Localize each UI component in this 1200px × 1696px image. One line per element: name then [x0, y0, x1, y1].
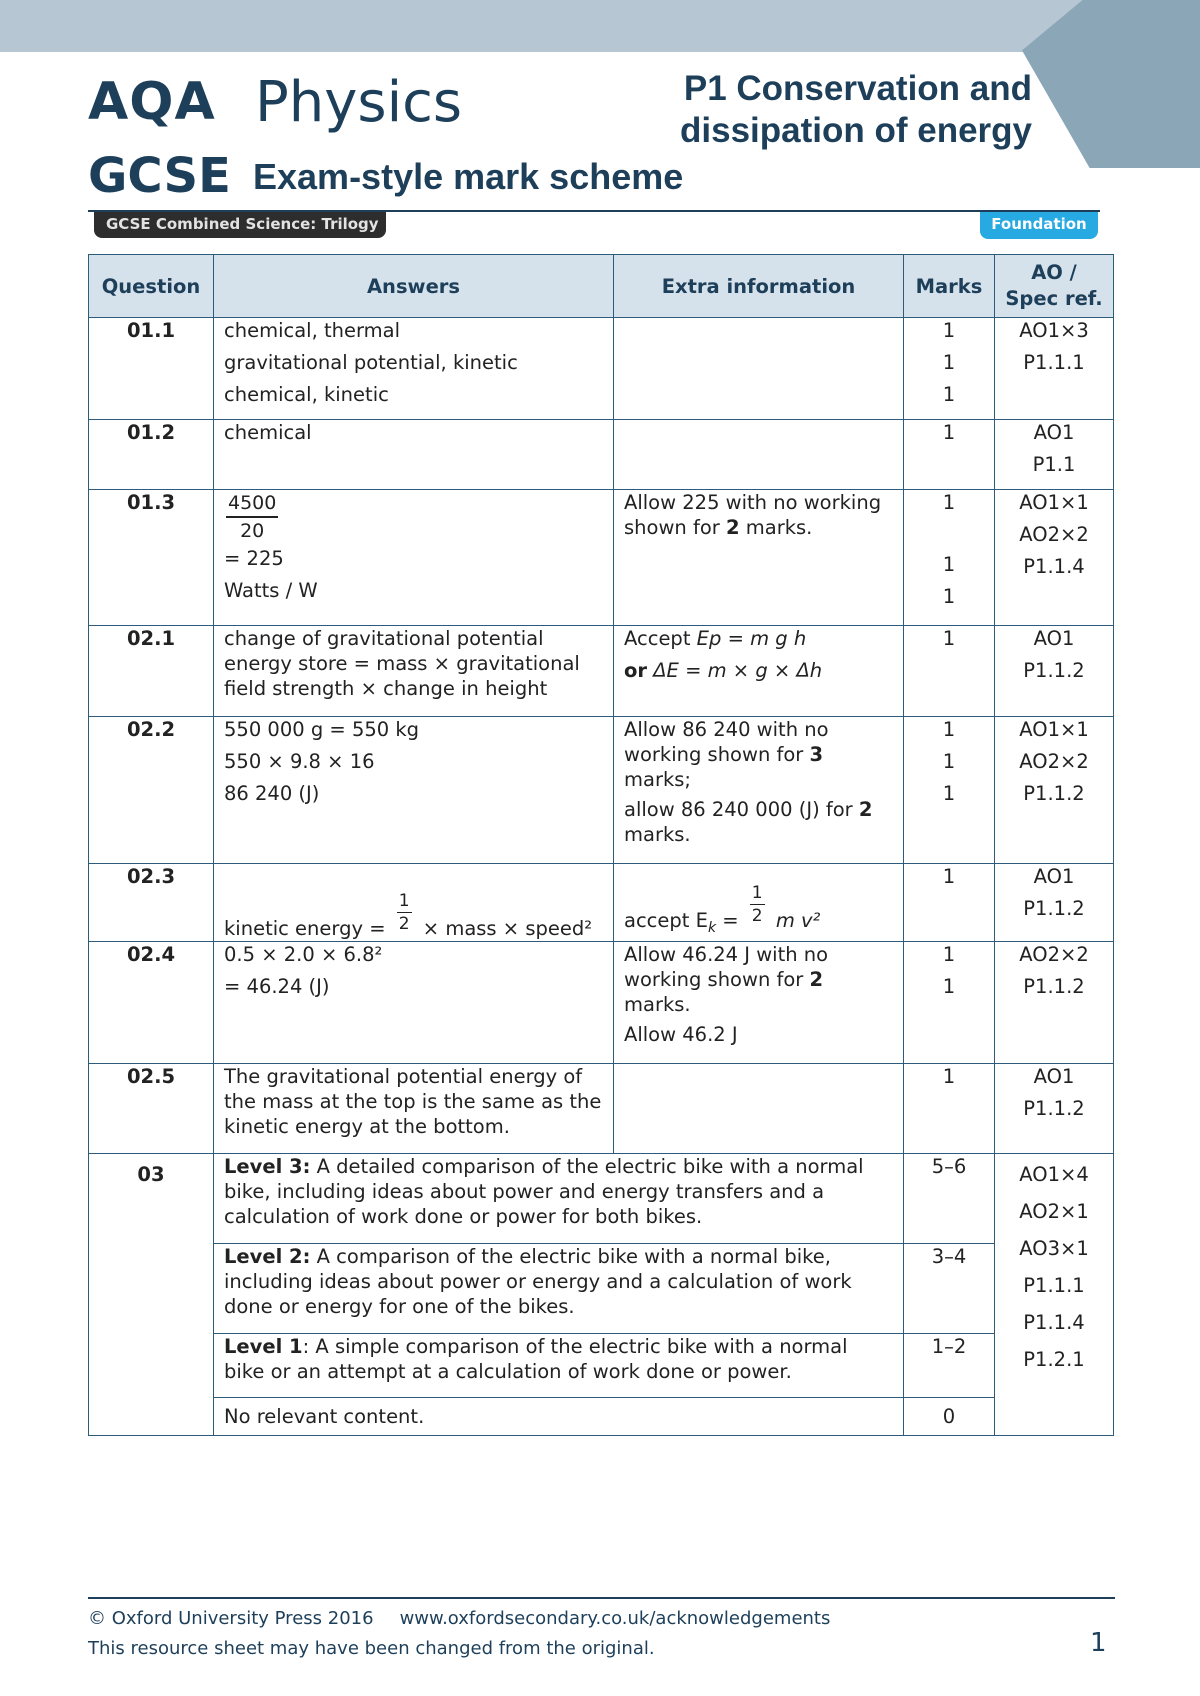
mark: 1: [942, 782, 956, 805]
question-number: 02.4: [89, 942, 214, 1064]
table-header-row: [89, 255, 1114, 318]
extra-line: [624, 942, 893, 1017]
answer-cell: [214, 717, 614, 864]
question-number: 03: [89, 1154, 214, 1436]
extra-cell: [614, 490, 904, 626]
header-extra: Extra information: [614, 255, 904, 318]
mark: 1: [942, 750, 956, 773]
level-label: Level 2:: [224, 1245, 311, 1268]
extra-cell: [614, 864, 904, 942]
copyright: © Oxford University Press 2016: [88, 1608, 374, 1629]
answer-text: × mass × speed²: [422, 917, 593, 940]
ao-ref: AO1: [1033, 627, 1075, 650]
answer-line: = 46.24 (J): [224, 975, 330, 998]
ao-cell: [995, 864, 1114, 942]
ao-cell: [995, 626, 1114, 717]
level-label: Level 3:: [224, 1155, 311, 1178]
brand-logo: AQA: [88, 72, 216, 132]
extra-line: [624, 626, 893, 658]
tier-badge: Foundation: [980, 212, 1098, 239]
answer-line: Watts / W: [224, 579, 318, 602]
formula: Ep = m g h: [696, 627, 807, 650]
extra-cell: [614, 626, 904, 717]
extra-bold: 3: [809, 743, 824, 766]
topic-line-1: P1 Conservation and: [683, 69, 1032, 108]
ao-ref: AO1×1: [1019, 491, 1089, 514]
question-number: 02.2: [89, 717, 214, 864]
header-answers: Answers: [214, 255, 614, 318]
table-row: [89, 490, 1114, 626]
marks-cell: [904, 942, 995, 1064]
level-0-descriptor: No relevant content.: [214, 1398, 904, 1436]
question-number: 01.3: [89, 490, 214, 626]
level-text: A detailed comparison of the electric bike with a normal bike, including ideas about power and energy transfers and a calculation of work done or power for both bikes.: [224, 1155, 864, 1228]
answer-cell: [214, 318, 614, 420]
ao-ref: P1.1.2: [1023, 659, 1085, 682]
ao-cell: [995, 490, 1114, 626]
ao-ref: P1.1.2: [1023, 1097, 1085, 1120]
mark: 1: [942, 627, 956, 650]
extra-text: Allow 46.24 J with no working shown for: [624, 943, 829, 991]
header-ao-line1: AO /: [1031, 261, 1077, 284]
ao-ref: AO1: [1033, 1065, 1075, 1088]
ao-cell: [995, 318, 1114, 420]
extra-cell: [614, 318, 904, 420]
mark: 1: [942, 491, 956, 514]
ao-cell: [995, 717, 1114, 864]
answer-line: 550 000 g = 550 kg: [224, 718, 420, 741]
half-fraction: [397, 890, 412, 935]
extra-text: Allow 86 240 with no working shown for: [624, 718, 829, 766]
ao-ref: AO2×2: [1019, 943, 1089, 966]
ao-ref: P1.1: [1032, 453, 1076, 476]
ao-ref: P1.1.2: [1023, 897, 1085, 920]
extra-line: [624, 717, 893, 792]
table-row: [89, 1398, 1114, 1436]
ao-ref: AO2×2: [1019, 750, 1089, 773]
marks-cell: [904, 864, 995, 942]
table-row: [89, 942, 1114, 1064]
topic-title: [620, 68, 1032, 152]
mark: 1: [942, 865, 956, 888]
answer-line: = 225: [224, 547, 284, 570]
question-number: 01.1: [89, 318, 214, 420]
marks-cell: 1–2: [904, 1334, 995, 1398]
answer-cell: [214, 864, 614, 942]
question-number: 02.1: [89, 626, 214, 717]
formula: ΔE = m × g × Δh: [647, 659, 823, 682]
question-number: 01.2: [89, 420, 214, 490]
marks-cell: 5–6: [904, 1154, 995, 1244]
page-subtitle: Exam-style mark scheme: [253, 156, 684, 197]
answer-cell: The gravitational potential energy of the mass at the top is the same as the kinetic energy at the bottom.: [214, 1064, 614, 1154]
header-ao: [995, 255, 1114, 318]
ao-ref: AO2×1: [1019, 1200, 1089, 1223]
extra-text: Allow 225 with no working shown for: [624, 491, 882, 539]
mark: 1: [942, 383, 956, 406]
table-row: [89, 1334, 1114, 1398]
level-2-descriptor: [214, 1244, 904, 1334]
header-ao-line2: Spec ref.: [1005, 287, 1103, 310]
ao-cell: [995, 1154, 1114, 1436]
ao-ref: P1.1.4: [1023, 1311, 1085, 1334]
table-row: [89, 1154, 1114, 1244]
answer-text: kinetic energy =: [224, 917, 386, 940]
marks-cell: [904, 1064, 995, 1154]
footer-divider: [88, 1597, 1115, 1599]
ao-cell: [995, 942, 1114, 1064]
answer-line: 0.5 × 2.0 × 6.8²: [224, 943, 383, 966]
marks-cell: [904, 717, 995, 864]
mark: 1: [942, 553, 956, 576]
mark: 1: [942, 943, 956, 966]
marks-cell: [904, 420, 995, 490]
footer-note: This resource sheet may have been changed from the original.: [88, 1638, 655, 1659]
ao-ref: AO1: [1033, 421, 1075, 444]
extra-cell: [614, 1064, 904, 1154]
level-label: Level 1: [224, 1335, 303, 1358]
mark: 1: [942, 319, 956, 342]
mark: 1: [942, 718, 956, 741]
answer-line: 550 × 9.8 × 16: [224, 750, 375, 773]
answer-cell: [214, 420, 614, 490]
course-badge: GCSE Combined Science: Trilogy: [94, 212, 386, 238]
level-text: A comparison of the electric bike with a normal bike, including ideas about power or energy and a calculation of work done or energy for one of the bikes.: [224, 1245, 852, 1318]
extra-bold: 2: [809, 968, 824, 991]
mark: 1: [942, 421, 956, 444]
fraction-denominator: 2: [398, 914, 410, 934]
ao-ref: P1.2.1: [1023, 1348, 1085, 1371]
answer-line: chemical, kinetic: [224, 383, 389, 406]
extra-text: marks.: [739, 516, 813, 539]
table-row: [89, 420, 1114, 490]
question-number: 02.3: [89, 864, 214, 942]
extra-cell: [614, 420, 904, 490]
mark: 1: [942, 975, 956, 998]
answer-cell: change of gravitational potential energy store = mass × gravitational field strength × change in height: [214, 626, 614, 717]
fraction-numerator: 4500: [226, 490, 278, 518]
ao-ref: P1.1.4: [1023, 555, 1085, 578]
ao-cell: [995, 1064, 1114, 1154]
table-row: [89, 626, 1114, 717]
header-band: [0, 0, 1200, 52]
formula: m v²: [775, 909, 821, 933]
marks-cell: [904, 318, 995, 420]
ao-ref: AO3×1: [1019, 1237, 1089, 1260]
extra-text: marks.: [624, 993, 691, 1016]
mark: 1: [942, 585, 956, 608]
question-number: 02.5: [89, 1064, 214, 1154]
level-1-descriptor: [214, 1334, 904, 1398]
header-question: Question: [89, 255, 214, 318]
ao-ref: AO1: [1033, 865, 1075, 888]
extra-text: accept E: [624, 909, 708, 933]
extra-bold: 2: [725, 516, 740, 539]
subscript: k: [707, 920, 717, 936]
fraction-numerator: 1: [751, 883, 763, 904]
level-text: : A simple comparison of the electric bike with a normal bike or an attempt at a calculation of work done or power.: [224, 1335, 848, 1383]
acknowledgements-link[interactable]: www.oxfordsecondary.co.uk/acknowledgements: [399, 1608, 831, 1629]
answer-cell: [214, 942, 614, 1064]
footer-credits: [88, 1608, 830, 1629]
mark: 1: [942, 1065, 956, 1088]
table-row: [89, 318, 1114, 420]
table-row: [89, 1064, 1114, 1154]
half-fraction: [750, 882, 765, 927]
ao-ref: P1.1.1: [1023, 1274, 1085, 1297]
ao-ref: P1.1.1: [1023, 351, 1085, 374]
extra-line: [624, 658, 893, 690]
fraction: [226, 490, 278, 544]
ao-ref: AO1×3: [1019, 319, 1089, 342]
extra-text: =: [716, 909, 739, 933]
extra-text: allow 86 240 000 (J) for: [624, 798, 859, 821]
extra-text: marks;: [624, 768, 691, 791]
table-row: [89, 864, 1114, 942]
level-3-descriptor: [214, 1154, 904, 1244]
extra-text: marks.: [624, 823, 691, 846]
fraction-denominator: 20: [240, 520, 265, 542]
mark-scheme-table: [88, 254, 1114, 1436]
topic-line-2: dissipation of energy: [680, 111, 1032, 150]
ao-ref: AO1×4: [1019, 1163, 1089, 1186]
header-marks: Marks: [904, 255, 995, 318]
extra-line: [624, 797, 893, 847]
page-number: 1: [1090, 1628, 1107, 1658]
subject-title: Physics: [255, 70, 463, 135]
extra-cell: [614, 717, 904, 864]
fraction-denominator: 2: [751, 906, 763, 927]
answer-line: chemical: [224, 421, 312, 444]
answer-line: gravitational potential, kinetic: [224, 351, 518, 374]
mark: 1: [942, 351, 956, 374]
ao-ref: AO2×2: [1019, 523, 1089, 546]
extra-text: Accept: [624, 627, 697, 650]
table-row: [89, 1244, 1114, 1334]
extra-bold: 2: [858, 798, 873, 821]
marks-cell: [904, 490, 995, 626]
answer-cell: [214, 490, 614, 626]
ao-ref: P1.1.2: [1023, 975, 1085, 998]
level-title: GCSE: [88, 148, 231, 204]
extra-cell: [614, 942, 904, 1064]
extra-bold: or: [624, 659, 648, 682]
ao-ref: P1.1.2: [1023, 782, 1085, 805]
marks-cell: 3–4: [904, 1244, 995, 1334]
table-row: [89, 717, 1114, 864]
fraction-numerator: 1: [398, 891, 410, 911]
marks-cell: [904, 626, 995, 717]
extra-line: Allow 46.2 J: [624, 1023, 738, 1046]
answer-line: chemical, thermal: [224, 319, 401, 342]
marks-cell: 0: [904, 1398, 995, 1436]
ao-ref: AO1×1: [1019, 718, 1089, 741]
answer-line: 86 240 (J): [224, 782, 320, 805]
ao-cell: [995, 420, 1114, 490]
